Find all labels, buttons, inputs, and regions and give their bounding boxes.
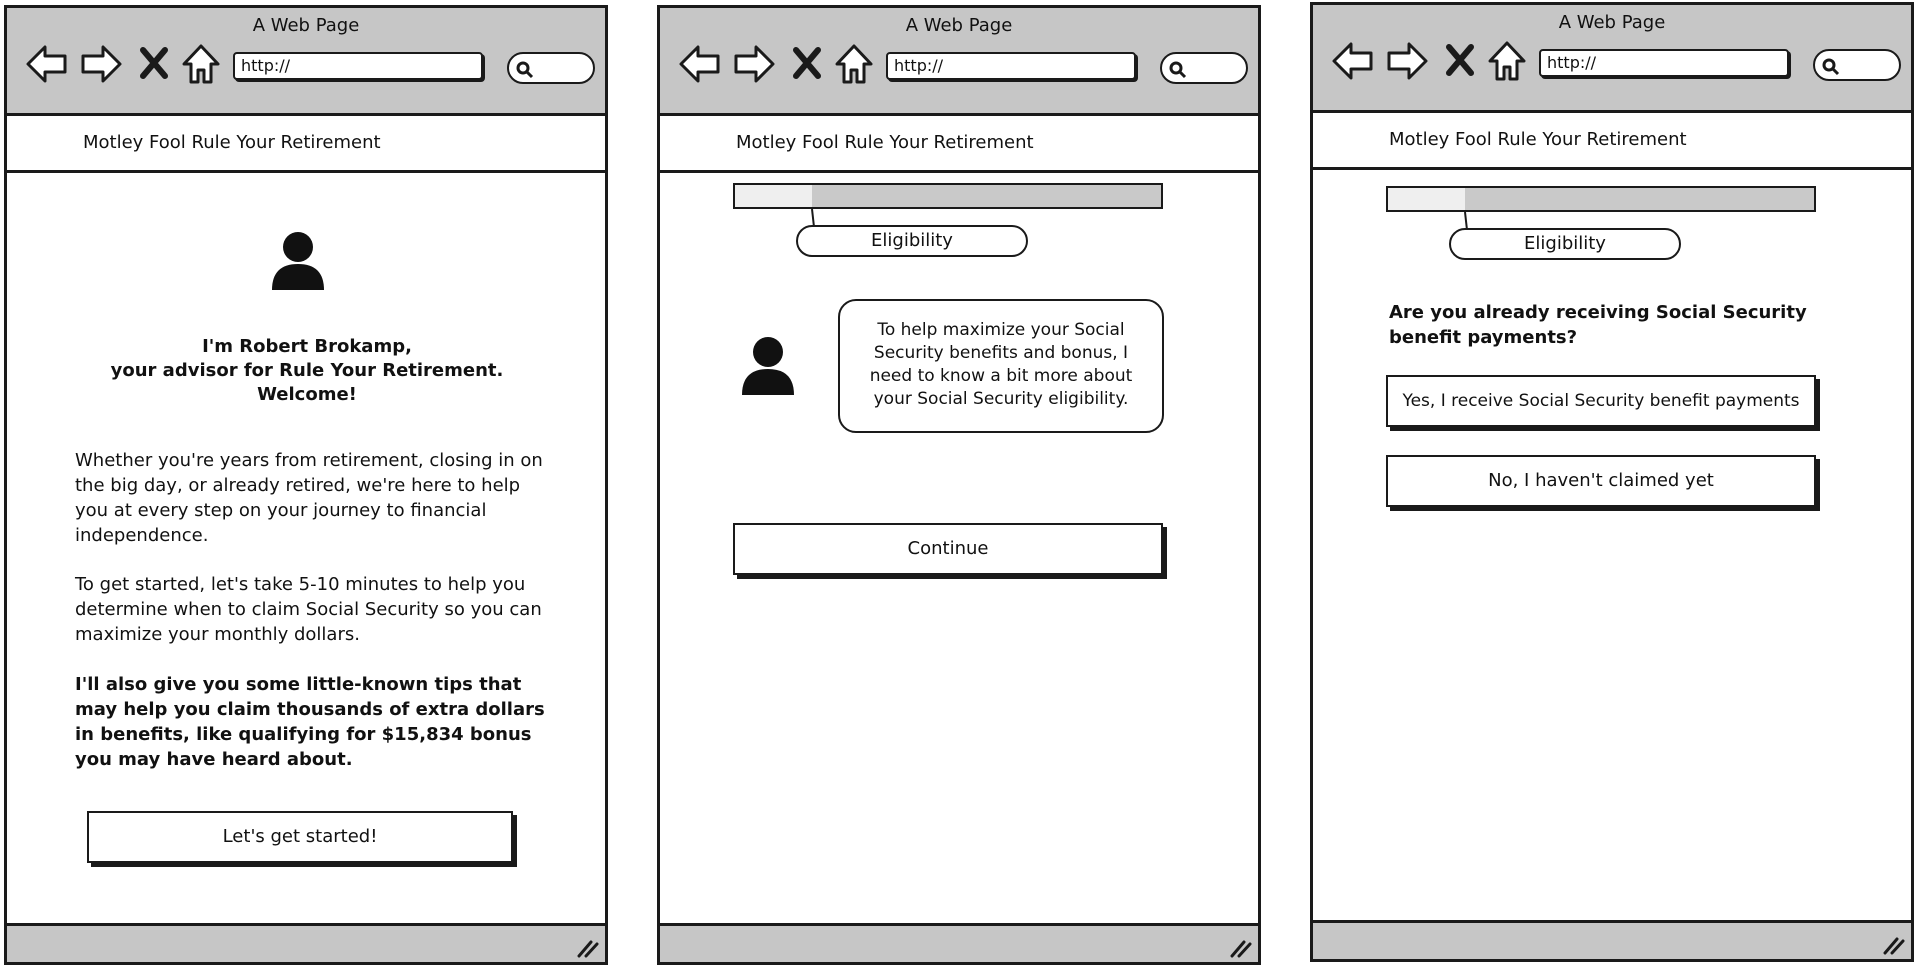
progress-step-label: Eligibility	[1449, 228, 1681, 260]
progress-fill	[1388, 188, 1465, 210]
browser-chrome	[660, 8, 1258, 116]
intro-line: I'm Robert Brokamp,	[202, 336, 412, 357]
intro-line: Welcome!	[257, 384, 357, 405]
page-header	[660, 116, 1258, 173]
back-arrow-icon[interactable]	[25, 42, 69, 86]
option-yes-button[interactable]: Yes, I receive Social Security benefit payments	[1386, 375, 1816, 427]
browser-chrome	[1313, 5, 1911, 113]
back-arrow-icon[interactable]	[678, 42, 722, 86]
search-icon	[1168, 60, 1188, 80]
home-icon[interactable]	[1487, 39, 1527, 83]
continue-button[interactable]: Continue	[733, 523, 1163, 575]
address-bar[interactable]: http://	[886, 52, 1136, 80]
resize-grip-icon[interactable]	[1881, 933, 1905, 955]
page-header	[7, 116, 605, 173]
resize-grip-icon[interactable]	[1228, 936, 1252, 958]
address-bar[interactable]: http://	[1539, 49, 1789, 77]
close-x-icon[interactable]	[139, 42, 169, 86]
page-title: Motley Fool Rule Your Retirement	[83, 132, 381, 153]
back-arrow-icon[interactable]	[1331, 39, 1375, 83]
status-bar	[7, 923, 605, 962]
close-x-icon[interactable]	[792, 42, 822, 86]
progress-bar	[733, 183, 1163, 209]
browser-window-eligibility-question	[1310, 2, 1914, 962]
user-avatar-icon	[740, 335, 796, 397]
window-title: A Web Page	[1558, 12, 1666, 33]
home-icon[interactable]	[181, 42, 221, 86]
search-icon	[1821, 57, 1841, 77]
search-box[interactable]	[1160, 52, 1248, 84]
page-title: Motley Fool Rule Your Retirement	[1389, 129, 1687, 150]
page-title: Motley Fool Rule Your Retirement	[736, 132, 1034, 153]
search-box[interactable]	[507, 52, 595, 84]
forward-arrow-icon[interactable]	[1385, 39, 1429, 83]
forward-arrow-icon[interactable]	[732, 42, 776, 86]
page-header	[1313, 113, 1911, 170]
option-no-button[interactable]: No, I haven't claimed yet	[1386, 455, 1816, 507]
progress-fill	[735, 185, 812, 207]
tips-paragraph: I'll also give you some little-known tips that may help you claim thousands of extra dollars in benefits, like qualifying for $15,834 bonus you may have heard about.	[75, 674, 545, 770]
window-title: A Web Page	[905, 15, 1013, 36]
status-bar	[1313, 920, 1911, 959]
resize-grip-icon[interactable]	[575, 936, 599, 958]
progress-bar	[1386, 186, 1816, 212]
close-x-icon[interactable]	[1445, 39, 1475, 83]
user-avatar-icon	[270, 230, 326, 292]
advisor-message: To help maximize your Social Security benefits and bonus, I need to know a bit more about your Social Security eligibility.	[838, 299, 1164, 433]
advisor-intro	[107, 335, 507, 407]
browser-chrome	[7, 8, 605, 116]
get-started-button[interactable]: Let's get started!	[87, 811, 513, 863]
address-bar[interactable]: http://	[233, 52, 483, 80]
home-icon[interactable]	[834, 42, 874, 86]
search-icon	[515, 60, 535, 80]
window-title: A Web Page	[252, 15, 360, 36]
forward-arrow-icon[interactable]	[79, 42, 123, 86]
browser-window-welcome	[4, 5, 608, 965]
eligibility-question: Are you already receiving Social Security benefit payments?	[1389, 302, 1807, 348]
search-box[interactable]	[1813, 49, 1901, 81]
intro-line: your advisor for Rule Your Retirement.	[110, 360, 504, 381]
status-bar	[660, 923, 1258, 962]
intro-paragraph: Whether you're years from retirement, closing in on the big day, or already retired, we're here to help you at every step on your journey to financial independence.	[75, 450, 543, 546]
progress-step-label: Eligibility	[796, 225, 1028, 257]
instructions-paragraph: To get started, let's take 5-10 minutes to help you determine when to claim Social Security so you can maximize your monthly dollars.	[75, 574, 542, 645]
browser-window-eligibility-intro	[657, 5, 1261, 965]
